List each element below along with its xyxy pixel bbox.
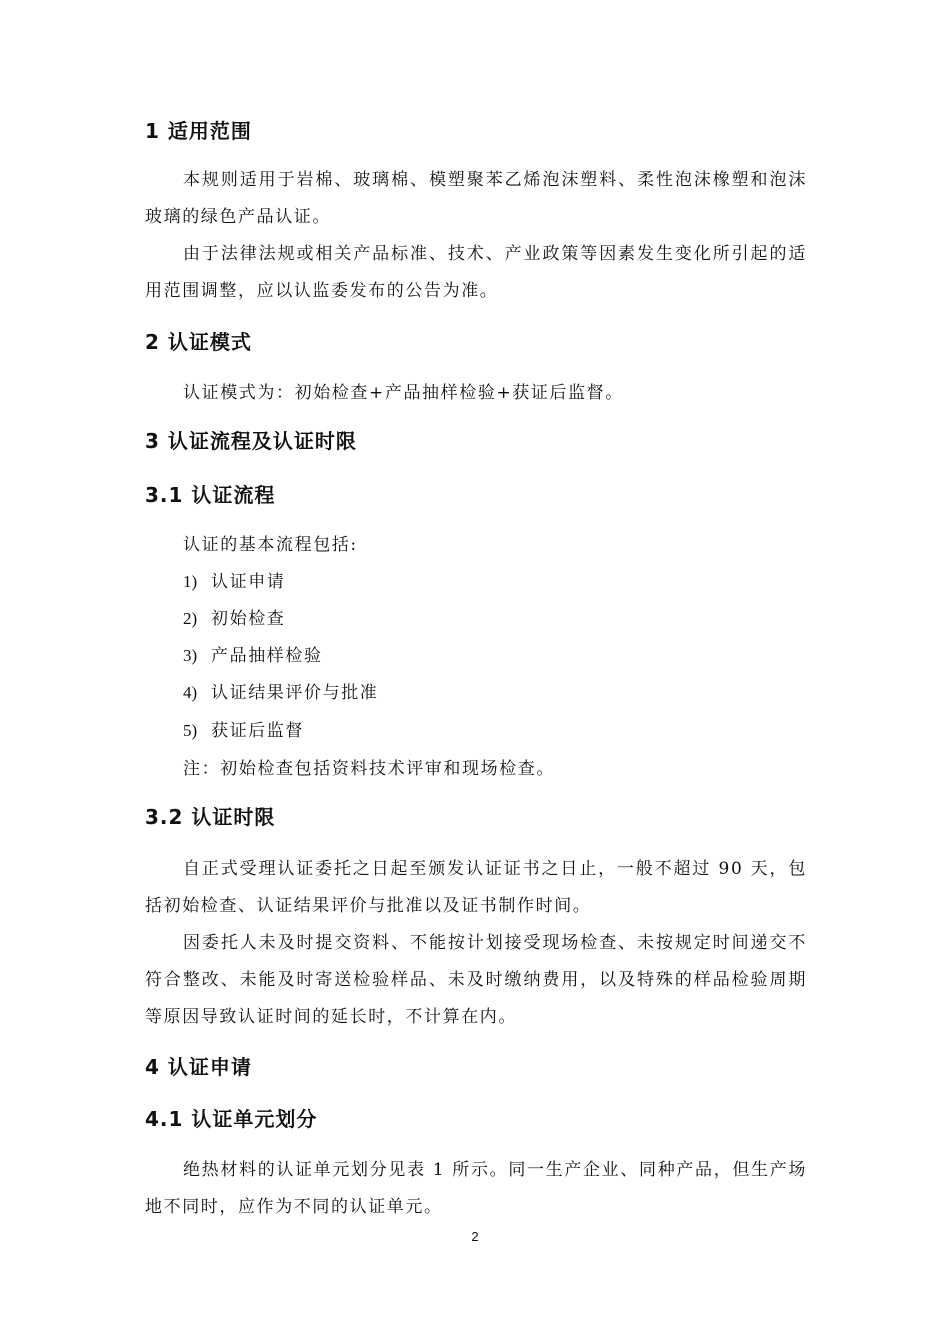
section-2-paragraph-1: 认证模式为：初始检查+产品抽样检验+获证后监督。	[183, 383, 624, 403]
section-1-paragraph-2: 由于法律法规或相关产品标准、技术、产业政策等因素发生变化所引起的适用范围调整，应以认监委发布的公告为准。	[145, 244, 807, 301]
section-4-1-heading: 4.1 认证单元划分	[145, 1107, 318, 1131]
list-item	[183, 680, 378, 706]
list-item	[183, 718, 304, 744]
section-3-1-intro: 认证的基本流程包括:	[183, 535, 358, 555]
list-item	[183, 643, 323, 669]
list-item-text: 获证后监督	[211, 721, 304, 741]
section-4-1-paragraph-1: 绝热材料的认证单元划分见表 1 所示。同一生产企业、同种产品，但生产场地不同时，应作为不同的认证单元。	[145, 1160, 807, 1217]
list-item-text: 初始检查	[211, 609, 286, 629]
list-item	[183, 569, 285, 595]
section-4-heading: 4 认证申请	[145, 1055, 252, 1079]
list-item-number: 2)	[183, 609, 198, 628]
list-item-number: 4)	[183, 683, 198, 702]
list-item-text: 认证结果评价与批准	[211, 683, 379, 703]
section-3-2-paragraph-2: 因委托人未及时提交资料、不能按计划接受现场检查、未按规定时间递交不符合整改、未能及时寄送检验样品、未及时缴纳费用，以及特殊的样品检验周期等原因导致认证时间的延长时，不计算在内。	[145, 933, 807, 1027]
list-item-number: 1)	[183, 572, 198, 591]
section-1-heading: 1 适用范围	[145, 119, 252, 143]
section-1-paragraph-1: 本规则适用于岩棉、玻璃棉、模塑聚苯乙烯泡沫塑料、柔性泡沫橡塑和泡沫玻璃的绿色产品认证。	[145, 170, 807, 227]
section-3-2-heading: 3.2 认证时限	[145, 805, 276, 829]
list-item-number: 3)	[183, 646, 198, 665]
section-3-heading: 3 认证流程及认证时限	[145, 429, 357, 453]
list-item-text: 产品抽样检验	[211, 646, 323, 666]
section-3-1-note: 注：初始检查包括资料技术评审和现场检查。	[183, 759, 555, 779]
list-item-text: 认证申请	[211, 572, 286, 592]
list-item	[183, 606, 285, 632]
section-3-1-heading: 3.1 认证流程	[145, 483, 276, 507]
section-3-2-paragraph-1: 自正式受理认证委托之日起至颁发认证证书之日止，一般不超过 90 天，包括初始检查、认证结果评价与批准以及证书制作时间。	[145, 859, 807, 916]
list-item-number: 5)	[183, 721, 198, 740]
page-number: 2	[471, 1229, 479, 1244]
section-2-heading: 2 认证模式	[145, 330, 252, 354]
